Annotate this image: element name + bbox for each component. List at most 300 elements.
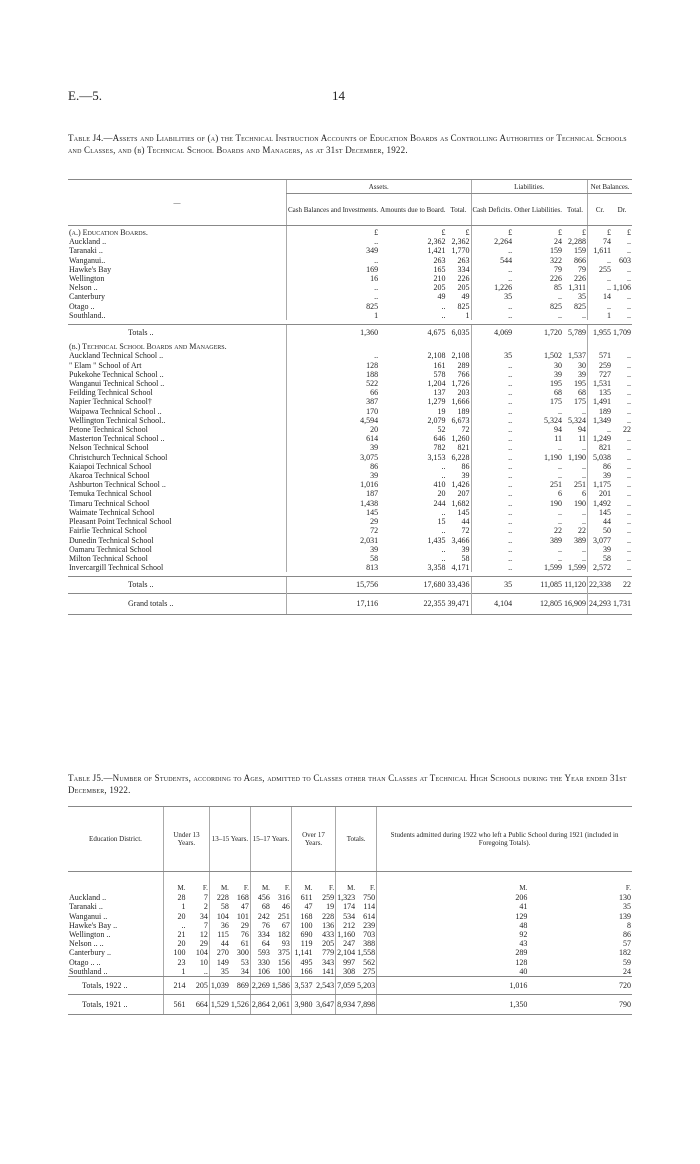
row-label: Fairlie Technical School: [69, 526, 147, 536]
row-label: Taranaki ..: [69, 246, 103, 256]
cell-value: ..: [627, 292, 631, 302]
cell-value: ..: [471, 370, 513, 379]
totals-1922-row: [68, 977, 632, 995]
cell-value: ..: [471, 434, 513, 443]
cell-value: ..: [627, 379, 631, 389]
column-header: Cash Balances and Investments.: [286, 194, 379, 226]
cell-value: 20: [164, 912, 187, 921]
cell-value: 168: [236, 893, 249, 903]
cell-value: 15: [437, 517, 446, 527]
cell-value: ..: [582, 553, 586, 563]
cell-value: ..: [627, 563, 631, 573]
cell-value: 104: [195, 948, 208, 958]
sex-header-row: [68, 872, 632, 894]
cell-value: 39: [461, 544, 470, 554]
row-label: Southland..: [69, 310, 106, 320]
cell-value: 571: [588, 351, 613, 360]
cell-value: 5,324: [544, 415, 562, 425]
cell-value: 39: [578, 369, 586, 379]
row-label: Wanganui..: [69, 255, 106, 265]
cell-value: ..: [471, 361, 513, 370]
cell-value: 782: [433, 443, 446, 453]
cell-value: 17,680: [379, 577, 446, 593]
column-header: Under 13 Years.: [164, 807, 210, 872]
cell-value: 289: [457, 360, 470, 370]
row-label: Christchurch Technical School: [69, 452, 168, 462]
cell-value: ..: [441, 301, 446, 311]
cell-value: 1,260: [451, 434, 470, 444]
cell-value: 6,228: [451, 452, 470, 462]
cell-value: 7,059: [336, 977, 357, 995]
cell-value: 2,543: [314, 977, 336, 995]
cell-value: 34: [199, 911, 208, 921]
table-row: [68, 526, 632, 535]
cell-value: 190: [550, 498, 562, 508]
cell-value: 68: [250, 902, 271, 911]
table-row: [68, 370, 632, 379]
cell-value: 790: [528, 995, 632, 1015]
cell-value: 1,016: [377, 977, 529, 995]
row-label: Hawke's Bay ..: [69, 920, 118, 930]
cell-value: 614: [363, 911, 376, 921]
cell-value: ..: [627, 301, 631, 311]
row-label: Milton Technical School: [69, 553, 148, 563]
cell-value: 1,586: [271, 977, 292, 995]
cell-value: 129: [377, 912, 529, 921]
cell-value: ..: [582, 406, 586, 416]
cell-value: 308: [336, 967, 357, 976]
cell-value: ..: [627, 406, 631, 416]
cell-value: 29: [199, 939, 208, 949]
cell-value: 611: [291, 893, 313, 902]
cell-value: 1,350: [377, 995, 529, 1015]
cell-value: 187: [286, 489, 379, 498]
cell-value: 57: [623, 939, 631, 949]
cell-value: 86: [461, 461, 470, 471]
section-education-boards: [68, 226, 632, 238]
cell-value: 20: [164, 939, 187, 948]
empty-cell: [471, 340, 513, 351]
cell-value: 39: [461, 471, 470, 481]
cell-value: 1,720: [513, 325, 563, 341]
cell-value: 76: [240, 930, 249, 940]
cell-value: 210: [433, 274, 446, 284]
cell-value: 19: [437, 406, 446, 416]
cell-value: 5,038: [588, 453, 613, 462]
currency-symbol: £: [286, 226, 379, 238]
column-header: Students admitted during 1922 who left a Public School during 1921 (included in Foregoing Totals).: [377, 807, 632, 872]
cell-value: 12,805: [513, 593, 563, 614]
cell-value: 203: [457, 388, 470, 398]
cell-value: ..: [627, 471, 631, 481]
table-row: [68, 471, 632, 480]
cell-value: ..: [627, 498, 631, 508]
table-row: [68, 499, 632, 508]
sex-label: F.: [243, 884, 249, 892]
cell-value: ..: [471, 246, 513, 255]
cell-value: 289: [377, 948, 529, 957]
cell-value: 6,035: [447, 325, 472, 341]
cell-value: 22,338: [588, 577, 613, 593]
cell-value: 866: [574, 255, 586, 265]
cell-value: 1,491: [588, 397, 613, 406]
row-label: Nelson ..: [69, 283, 98, 293]
cell-value: ..: [627, 507, 631, 517]
cell-value: 263: [457, 255, 470, 265]
cell-value: 10: [199, 957, 208, 967]
row-label: Petone Technical School: [69, 425, 148, 435]
cell-value: 1,726: [451, 379, 470, 389]
cell-value: 161: [433, 360, 446, 370]
cell-value: 145: [457, 507, 470, 517]
cell-value: 205: [433, 283, 446, 293]
table-row: [68, 480, 632, 489]
cell-value: 3,647: [314, 995, 336, 1015]
row-label: Wanganui Technical School ..: [69, 379, 165, 389]
cell-value: 189: [588, 407, 613, 416]
cell-value: ..: [471, 499, 513, 508]
sex-label: M.: [250, 872, 271, 894]
table-j4-title: Table J4.—Assets and Liabilities of (a) the Technical Instruction Accounts of Education Boards as Controlling Authorities of Technical Schools and Classes, and (b) Technical School Boards and Managers, as at 31st December, 1922.: [68, 133, 627, 155]
cell-value: 228: [322, 911, 335, 921]
cell-value: 52: [437, 425, 446, 435]
cell-value: 779: [322, 948, 335, 958]
cell-value: 100: [164, 948, 187, 957]
currency-symbol: £: [558, 228, 562, 237]
cell-value: 7: [203, 920, 208, 930]
cell-value: 562: [363, 957, 376, 967]
cell-value: 16: [286, 274, 379, 283]
column-header: Total.: [563, 194, 588, 226]
cell-value: ..: [582, 471, 586, 481]
cell-value: 2: [203, 902, 208, 912]
cell-value: 3,537: [291, 977, 313, 995]
cell-value: 825: [574, 301, 586, 311]
row-label: Auckland ..: [69, 893, 107, 903]
cell-value: ..: [471, 545, 513, 554]
cell-value: 94: [578, 425, 586, 435]
row-label: Akaroa Technical School: [69, 471, 150, 481]
cell-value: 825: [457, 301, 470, 311]
currency-symbol: £: [441, 228, 446, 237]
cell-value: 766: [457, 369, 470, 379]
table-row: [68, 311, 632, 320]
cell-value: ..: [471, 265, 513, 274]
cell-value: 11,120: [563, 577, 588, 593]
sex-label: F.: [202, 884, 208, 892]
totals-1921-row: [68, 995, 632, 1015]
cell-value: 24,293: [588, 593, 613, 614]
cell-value: 29: [240, 920, 249, 930]
totals-row: [68, 325, 632, 341]
cell-value: 247: [336, 939, 357, 948]
cell-value: 58: [286, 554, 379, 563]
cell-value: 1,611: [588, 246, 613, 255]
cell-value: 388: [363, 939, 376, 949]
row-label: Pleasant Point Technical School: [69, 517, 172, 527]
table-row: [68, 893, 632, 902]
cell-value: 41: [377, 902, 529, 911]
cell-value: 316: [277, 893, 290, 903]
cell-value: 251: [574, 480, 586, 490]
cell-value: 646: [433, 434, 446, 444]
empty-cell: [612, 340, 632, 351]
cell-value: ..: [627, 480, 631, 490]
row-label: Canterbury ..: [69, 948, 111, 958]
cell-value: 255: [588, 265, 613, 274]
cell-value: ..: [558, 553, 562, 563]
table-row: [68, 397, 632, 406]
row-label: Dunedin Technical School: [69, 535, 154, 545]
cell-value: ..: [471, 416, 513, 425]
cell-value: 603: [619, 255, 631, 265]
cell-value: ..: [441, 526, 446, 536]
cell-value: 35: [471, 351, 513, 360]
cell-value: 750: [363, 893, 376, 903]
empty-cell: [563, 340, 588, 351]
cell-value: ..: [627, 489, 631, 499]
empty-cell: [513, 340, 563, 351]
cell-value: 821: [588, 443, 613, 452]
row-label: Totals, 1922 ..: [68, 977, 164, 995]
label-header: —: [68, 180, 286, 226]
row-label: Wellington ..: [69, 930, 111, 940]
cell-value: 22: [554, 526, 562, 536]
cell-value: ..: [582, 544, 586, 554]
cell-value: 226: [574, 274, 586, 284]
cell-value: 23: [164, 958, 187, 967]
empty-cell: [68, 872, 164, 894]
cell-value: 561: [164, 995, 187, 1015]
cell-value: ..: [627, 452, 631, 462]
row-label: Ashburton Technical School ..: [69, 480, 166, 490]
cell-value: ..: [627, 415, 631, 425]
cell-value: 534: [336, 912, 357, 921]
cell-value: 4,171: [451, 563, 470, 573]
cell-value: 29: [286, 517, 379, 526]
cell-value: 35: [578, 292, 586, 302]
cell-value: 139: [619, 911, 631, 921]
currency-symbol: £: [582, 228, 586, 237]
cell-value: 11: [554, 434, 562, 444]
cell-value: 495: [291, 958, 313, 967]
cell-value: 1,502: [544, 351, 562, 361]
cell-value: 2,108: [451, 351, 470, 361]
cell-value: ..: [286, 256, 379, 265]
cell-value: 15,756: [286, 577, 379, 593]
cell-value: 2,288: [568, 237, 586, 247]
cell-value: 166: [291, 967, 313, 976]
cell-value: 195: [550, 379, 562, 389]
cell-value: 522: [286, 379, 379, 388]
cell-value: 6: [582, 489, 586, 499]
cell-value: 207: [457, 489, 470, 499]
cell-value: 205: [186, 977, 209, 995]
cell-value: 389: [574, 535, 586, 545]
row-label: Waipawa Technical School ..: [69, 406, 162, 416]
sex-label: F.: [329, 884, 335, 892]
cell-value: ..: [627, 388, 631, 398]
cell-value: 2,864: [250, 995, 271, 1015]
cell-value: 8: [627, 920, 631, 930]
cell-value: ..: [627, 264, 631, 274]
cell-value: 74: [588, 237, 613, 246]
cell-value: ..: [471, 453, 513, 462]
cell-value: 869: [230, 977, 251, 995]
currency-symbol: £: [471, 226, 513, 238]
section-technical-school-boards: [68, 340, 632, 351]
column-header: 13–15 Years.: [209, 807, 250, 872]
cell-value: 206: [377, 893, 529, 902]
cell-value: 825: [286, 302, 379, 311]
cell-value: ..: [627, 443, 631, 453]
row-label: Feilding Technical School: [69, 388, 153, 398]
cell-value: 1,531: [588, 379, 613, 388]
row-label: Nelson .. ..: [69, 939, 104, 949]
cell-value: 5,789: [563, 325, 588, 341]
cell-value: 43: [377, 939, 529, 948]
cell-value: 28: [164, 893, 187, 902]
row-label: Timaru Technical School: [69, 498, 150, 508]
cell-value: 389: [550, 535, 562, 545]
cell-value: 174: [336, 902, 357, 911]
cell-value: ..: [558, 292, 562, 302]
liabilities-group-header: Liabilities.: [471, 180, 588, 194]
column-header: 15–17 Years.: [250, 807, 291, 872]
table-row: [68, 265, 632, 274]
cell-value: 1,682: [451, 498, 470, 508]
sex-label: M.: [377, 872, 529, 894]
cell-value: 997: [336, 958, 357, 967]
cell-value: 53: [240, 957, 249, 967]
cell-value: ..: [471, 517, 513, 526]
cell-value: 6: [558, 489, 562, 499]
column-header: Dr.: [612, 194, 632, 226]
cell-value: 813: [286, 563, 379, 572]
cell-value: ..: [558, 310, 562, 320]
cell-value: ..: [582, 517, 586, 527]
cell-value: 3,075: [286, 453, 379, 462]
cell-value: 128: [286, 361, 379, 370]
row-label: Totals, 1921 ..: [68, 995, 164, 1015]
row-label: Wanganui ..: [69, 911, 108, 921]
table-row: [68, 443, 632, 452]
cell-value: 251: [277, 911, 290, 921]
cell-value: ..: [627, 274, 631, 284]
row-label: Auckland Technical School ..: [69, 351, 164, 361]
table-row: [68, 508, 632, 517]
cell-value: 136: [322, 920, 335, 930]
cell-value: 1,421: [427, 246, 446, 256]
cell-value: 614: [286, 434, 379, 443]
cell-value: 5,324: [568, 415, 586, 425]
cell-value: 76: [250, 921, 271, 930]
cell-value: ..: [627, 351, 631, 361]
cell-value: 1,279: [427, 397, 446, 407]
cell-value: 141: [322, 966, 335, 976]
cell-value: ..: [471, 554, 513, 563]
cell-value: ..: [627, 360, 631, 370]
cell-value: 114: [363, 902, 376, 912]
cell-value: 703: [363, 930, 376, 940]
cell-value: 1,955: [588, 325, 613, 341]
cell-value: ..: [627, 535, 631, 545]
cell-value: 40: [377, 967, 529, 976]
cell-value: 300: [236, 948, 249, 958]
table-row: [68, 958, 632, 967]
cell-value: ..: [471, 274, 513, 283]
cell-value: ..: [627, 397, 631, 407]
cell-value: 58: [588, 554, 613, 563]
cell-value: 188: [286, 370, 379, 379]
cell-value: ..: [627, 553, 631, 563]
cell-value: ..: [286, 237, 379, 246]
cell-value: 228: [209, 893, 230, 902]
cell-value: ..: [627, 369, 631, 379]
cell-value: 106: [250, 967, 271, 976]
cell-value: 275: [363, 966, 376, 976]
cell-value: ..: [627, 526, 631, 536]
cell-value: 92: [377, 930, 529, 939]
cell-value: 68: [554, 388, 562, 398]
cell-value: 3,466: [451, 535, 470, 545]
cell-value: 6,673: [451, 415, 470, 425]
cell-value: 2,269: [250, 977, 271, 995]
cell-value: 1,360: [286, 325, 379, 341]
table-row: [68, 489, 632, 498]
cell-value: 244: [433, 498, 446, 508]
cell-value: 1,175: [588, 480, 613, 489]
cell-value: ..: [558, 507, 562, 517]
cell-value: 168: [291, 912, 313, 921]
cell-value: 1,492: [588, 499, 613, 508]
empty-cell: [588, 340, 613, 351]
cell-value: 334: [457, 264, 470, 274]
net-balances-group-header: Net Balances.: [588, 180, 633, 194]
table-row: [68, 256, 632, 265]
cell-value: 387: [286, 397, 379, 406]
cell-value: 1,435: [427, 535, 446, 545]
cell-value: 49: [437, 292, 446, 302]
table-row: [68, 283, 632, 292]
table-row: [68, 930, 632, 939]
cell-value: 1,323: [337, 893, 356, 903]
currency-symbol: £: [588, 226, 613, 238]
sex-label: F.: [284, 884, 290, 892]
cell-value: ..: [588, 256, 613, 265]
cell-value: 1,249: [588, 434, 613, 443]
table-row: [68, 416, 632, 425]
cell-value: 1,141: [291, 948, 313, 957]
cell-value: ..: [441, 544, 446, 554]
row-label: Pukekohe Technical School ..: [69, 369, 164, 379]
cell-value: ..: [627, 461, 631, 471]
cell-value: 3,980: [291, 995, 313, 1015]
table-row: [68, 554, 632, 563]
cell-value: 690: [291, 930, 313, 939]
cell-value: 64: [250, 939, 271, 948]
cell-value: ..: [441, 471, 446, 481]
cell-value: 20: [286, 425, 379, 434]
cell-value: 720: [528, 977, 632, 995]
cell-value: ..: [588, 283, 613, 292]
cell-value: ..: [582, 461, 586, 471]
cell-value: 68: [578, 388, 586, 398]
cell-value: 72: [461, 425, 470, 435]
cell-value: 349: [286, 246, 379, 255]
cell-value: 3,153: [427, 452, 446, 462]
cell-value: 3,358: [427, 563, 446, 573]
